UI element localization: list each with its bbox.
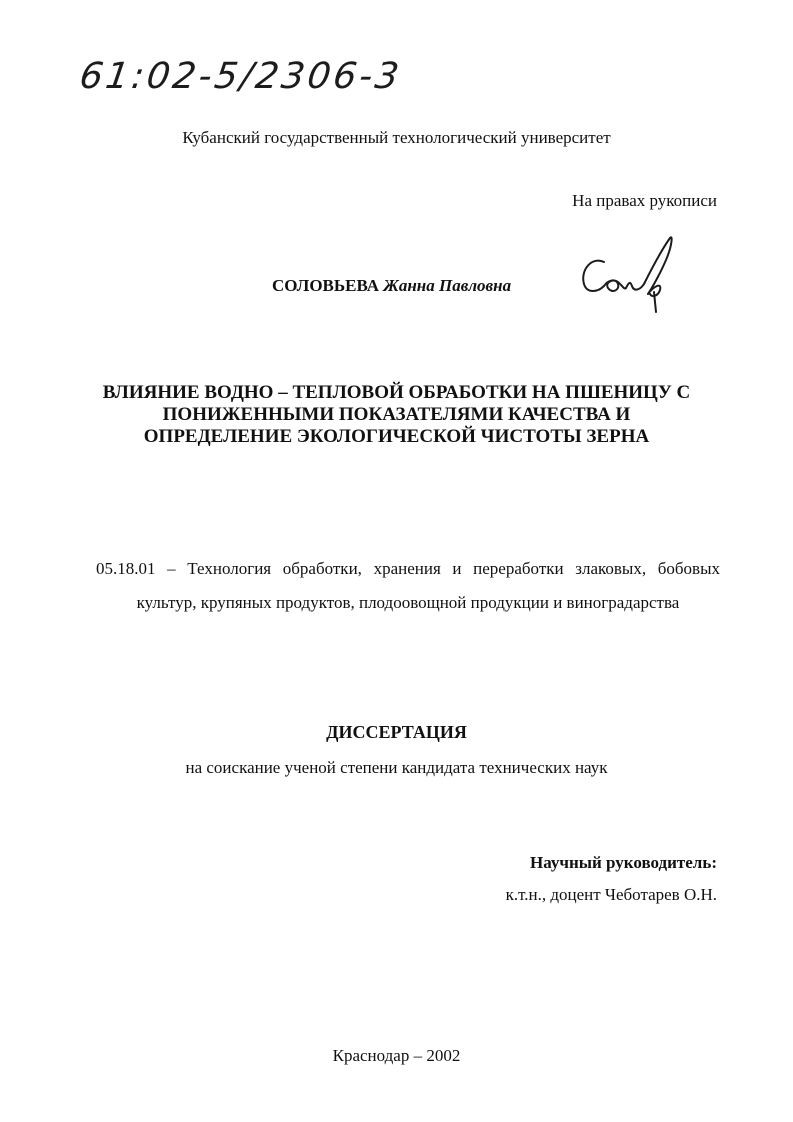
author-surname: СОЛОВЬЕВА — [272, 276, 380, 295]
author-given-names: Жанна Павловна — [383, 276, 512, 295]
rights-note: На правах рукописи — [572, 191, 717, 210]
city-year: Краснодар – 2002 — [332, 1046, 461, 1065]
university-name: Кубанский государственный технологический университет — [182, 128, 611, 147]
title-line: ПОНИЖЕННЫМИ ПОКАЗАТЕЛЯМИ КАЧЕСТВА И — [162, 404, 631, 425]
supervisor-name: к.т.н., доцент Чеботарев О.Н. — [505, 885, 717, 904]
author-signature — [574, 232, 684, 318]
document-type: ДИССЕРТАЦИЯ — [326, 722, 467, 742]
specialty-line: 05.18.01 – Технология обработки, хранения и переработки злаковых, бобовых — [96, 559, 720, 578]
dissertation-title — [80, 382, 713, 448]
specialty-line: культур, крупяных продуктов, плодоовощной продукции и виноградарства — [136, 593, 680, 612]
degree-description: на соискание ученой степени кандидата технических наук — [185, 758, 608, 777]
specialty-code — [96, 552, 720, 620]
supervisor-label: Научный руководитель: — [530, 853, 717, 872]
archive-number: 61:02-5/2306-3 — [77, 56, 405, 97]
title-line: ВЛИЯНИЕ ВОДНО – ТЕПЛОВОЙ ОБРАБОТКИ НА ПШЕНИЦУ С — [102, 382, 691, 403]
author-name — [272, 276, 511, 296]
title-line: ОПРЕДЕЛЕНИЕ ЭКОЛОГИЧЕСКОЙ ЧИСТОТЫ ЗЕРНА — [143, 426, 650, 447]
